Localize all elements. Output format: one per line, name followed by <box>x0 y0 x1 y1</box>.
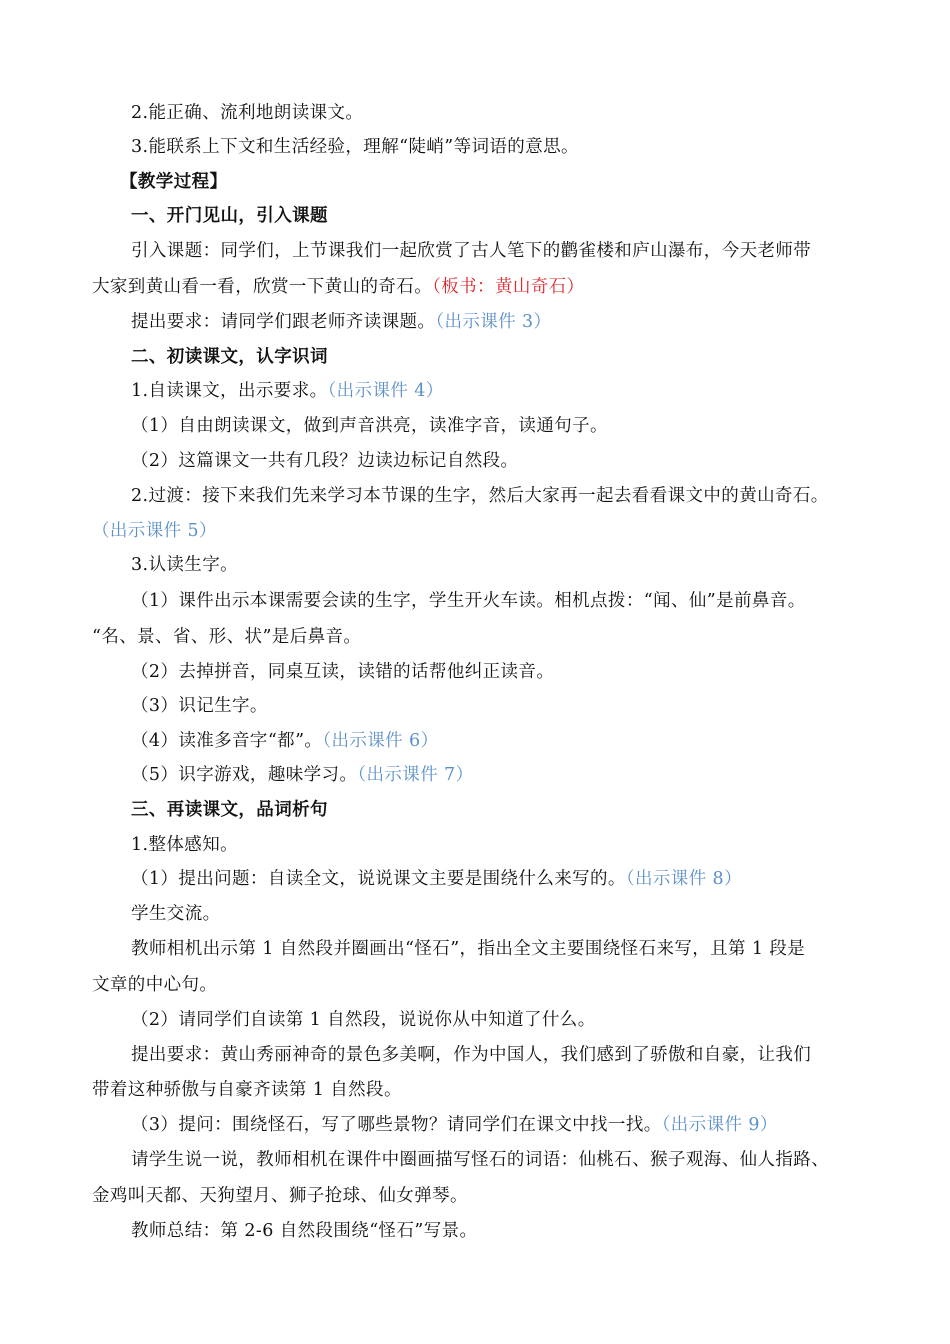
paragraph-line: 2.过渡：接下来我们先来学习本节课的生字，然后大家再一起去看看课文中的黄山奇石。 <box>131 486 829 506</box>
paragraph-line: 金鸡叫天都、天狗望月、狮子抢球、仙女弹琴。 <box>92 1186 468 1206</box>
paragraph-line: 引入课题：同学们，上节课我们一起欣赏了古人笔下的鹳雀楼和庐山瀑布，今天老师带 <box>131 241 812 261</box>
blackboard-note: （板书：黄山奇石） <box>432 277 585 297</box>
paragraph-line: 教师总结：第 2-6 自然段围绕“怪石”写景。 <box>131 1221 478 1241</box>
paragraph-line: （1）提出问题：自读全文，说说课文主要是围绕什么来写的。（出示课件 8） <box>131 869 742 889</box>
paragraph-line: 请学生说一说，教师相机在课件中圈画描写怪石的词语：仙桃石、猴子观海、仙人指路、 <box>131 1150 830 1170</box>
courseware-note: （出示课件 6） <box>322 731 439 751</box>
paragraph-line: 文章的中心句。 <box>92 975 218 995</box>
courseware-note: （出示课件 8） <box>625 869 742 889</box>
paragraph-line: （2）这篇课文一共有几段？边读边标记自然段。 <box>131 451 519 471</box>
paragraph-line: 学生交流。 <box>131 904 221 924</box>
courseware-note: （出示课件 7） <box>357 765 474 785</box>
section-heading-teaching-process: 【教学过程】 <box>120 172 228 192</box>
paragraph-line: 大家到黄山看一看，欣赏一下黄山的奇石。（板书：黄山奇石） <box>92 277 585 297</box>
paragraph-line: 3.认读生字。 <box>131 555 238 575</box>
paragraph-line: （1）自由朗读课文，做到声音洪亮，读准字音，读通句子。 <box>131 416 608 436</box>
section-heading-1: 一、开门见山，引入课题 <box>131 206 328 226</box>
paragraph-line <box>92 519 217 543</box>
paragraph-line: 提出要求：请同学们跟老师齐读课题。（出示课件 3） <box>131 312 552 332</box>
paragraph-line: 带着这种骄傲与自豪齐读第 1 自然段。 <box>92 1080 402 1100</box>
paragraph-line: 提出要求：黄山秀丽神奇的景色多美啊，作为中国人，我们感到了骄傲和自豪，让我们 <box>131 1045 812 1065</box>
paragraph-line: （5）识字游戏，趣味学习。（出示课件 7） <box>131 765 474 785</box>
courseware-note: （出示课件 9） <box>661 1115 778 1135</box>
section-heading-3: 三、再读课文，品词析句 <box>131 800 328 820</box>
courseware-note: （出示课件 4） <box>327 381 444 401</box>
courseware-note: （出示课件 3） <box>435 312 552 332</box>
paragraph-line: （1）课件出示本课需要会读的生字，学生开火车读。相机点拨：“闻、仙”是前鼻音。 <box>131 591 806 611</box>
paragraph-line: （2）请同学们自读第 1 自然段，说说你从中知道了什么。 <box>131 1010 596 1030</box>
paragraph-line: （2）去掉拼音，同桌互读，读错的话帮他纠正读音。 <box>131 662 555 682</box>
objective-2: 2.能正确、流利地朗读课文。 <box>131 103 364 123</box>
objective-3: 3.能联系上下文和生活经验，理解“陡峭”等词语的意思。 <box>131 137 579 157</box>
paragraph-line: “名、景、省、形、状”是后鼻音。 <box>92 627 362 647</box>
paragraph-line: （4）读准多音字“都”。（出示课件 6） <box>131 731 439 751</box>
paragraph-line: （3）提问：围绕怪石，写了哪些景物？请同学们在课文中找一找。（出示课件 9） <box>131 1115 778 1135</box>
paragraph-line: 1.整体感知。 <box>131 835 238 855</box>
paragraph-line: 1.自读课文，出示要求。（出示课件 4） <box>131 381 444 401</box>
paragraph-line: （3）识记生字。 <box>131 696 268 716</box>
paragraph-line: 教师相机出示第 1 自然段并圈画出“怪石”，指出全文主要围绕怪石来写，且第 1 段是 <box>131 939 806 959</box>
courseware-note: （出示课件 5） <box>92 521 217 541</box>
section-heading-2: 二、初读课文，认字识词 <box>131 347 328 367</box>
